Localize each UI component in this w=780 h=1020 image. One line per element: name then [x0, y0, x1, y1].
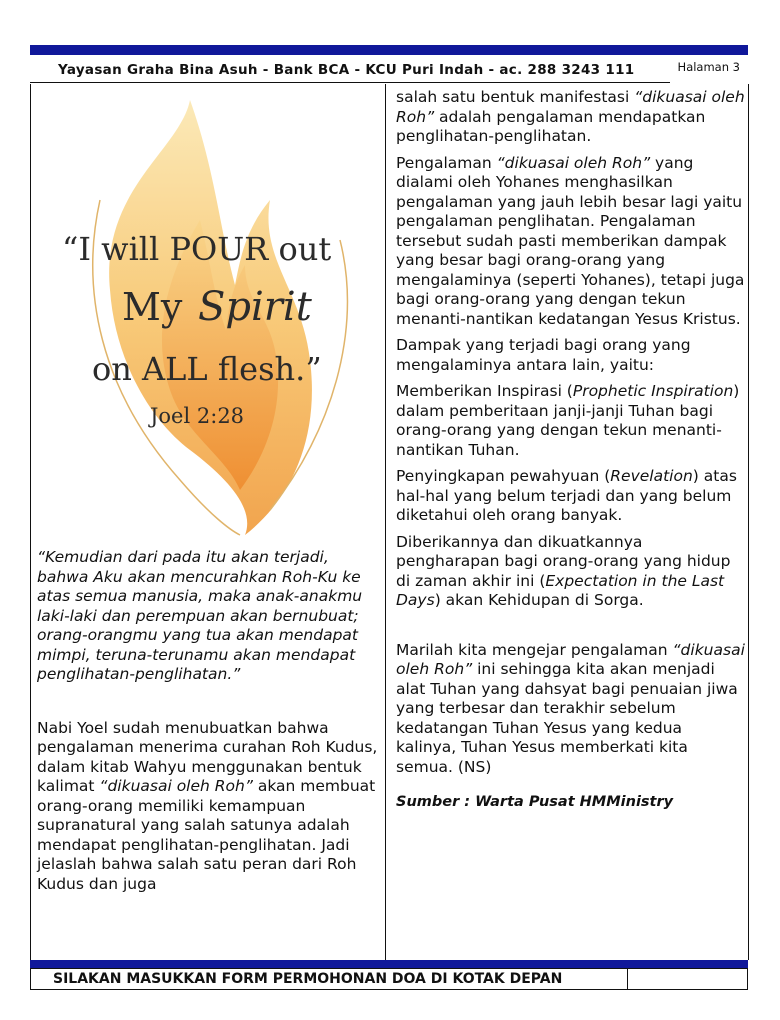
flame-icon: [40, 90, 380, 540]
page-number: Halaman 3: [677, 60, 740, 74]
verse-line-1: “I will POUR out: [62, 230, 332, 268]
verse-line-3: on ALL flesh.”: [92, 350, 322, 388]
footer-divider: [627, 969, 628, 989]
right-paragraph-4: Memberikan Inspirasi (Prophetic Inspiration) dalam pemberitaan janji-janji Tuhan bagi orang-orang yang dengan tekun menanti-nantikan Tuhan.: [396, 382, 740, 459]
verse-line-2a: My: [122, 285, 183, 329]
right-column: [396, 88, 746, 820]
flame-verse-image: [40, 90, 380, 540]
verse-line-2b: Spirit: [198, 284, 312, 330]
header-rule: [30, 82, 670, 83]
verse-reference: Joel 2:28: [150, 404, 245, 428]
frame-left-border: [30, 84, 31, 960]
page-footer: [30, 968, 748, 990]
organization-line: Yayasan Graha Bina Asuh - Bank BCA - KCU Puri Indah - ac. 288 3243 111: [58, 62, 635, 78]
right-paragraph-7: Marilah kita mengejar pengalaman “dikuasai oleh Roh” ini sehingga kita akan menjadi alat Tuhan yang dahsyat bagi penuaian jiwa yang terbesar dan terakhir sebelum kedatangan Tuhan Yesus yang kedua kalinya, Tuhan Yesus memberkati kita semua. (NS): [396, 640, 745, 776]
right-paragraph-5: Penyingkapan pewahyuan (Revelation) atas hal-hal yang belum terjadi dan yang belum diketahui oleh orang banyak.: [396, 467, 737, 524]
page-header: [30, 58, 748, 84]
left-column: [37, 548, 379, 901]
bottom-bar: [30, 960, 748, 968]
source-credit: Sumber : Warta Pusat HMMinistry: [396, 794, 674, 810]
right-paragraph-2: Pengalaman “dikuasai oleh Roh” yang dialami oleh Yohanes menghasilkan pengalaman yang jauh lebih besar lagi yaitu pengalaman penglihatan. Pengalaman tersebut sudah pasti memberikan dampak yang besar bagi orang-orang yang mengalaminya (seperti Yohanes), tetapi juga bagi orang-orang yang dengan tekun menanti-nantikan kedatangan Yesus Kristus.: [396, 153, 745, 328]
top-bar: [30, 45, 748, 55]
right-paragraph-1: salah satu bentuk manifestasi “dikuasai oleh Roh” adalah pengalaman mendapatkan penglihatan-penglihatan.: [396, 88, 745, 145]
left-paragraph-1: Nabi Yoel sudah menubuatkan bahwa pengalaman menerima curahan Roh Kudus, dalam kitab Wahyu menggunakan bentuk kalimat “dikuasai oleh Roh” akan membuat orang-orang memiliki kemampuan supranatural yang salah satunya adalah mendapat penglihatan-penglihatan. Jadi jelaslah bahwa salah satu peran dari Roh Kudus dan juga: [37, 718, 378, 893]
right-paragraph-6: Diberikannya dan dikuatkannya pengharapan bagi orang-orang yang hidup di zaman akhir ini (Expectation in the Last Days) akan Kehidupan di Sorga.: [396, 532, 731, 609]
footer-message: SILAKAN MASUKKAN FORM PERMOHONAN DOA DI KOTAK DEPAN: [53, 971, 563, 987]
column-divider: [385, 84, 386, 960]
right-paragraph-3: Dampak yang terjadi bagi orang yang mengalaminya antara lain, yaitu:: [396, 336, 691, 374]
scripture-quote: “Kemudian dari pada itu akan terjadi, bahwa Aku akan mencurahkan Roh-Ku ke atas semua manusia, maka anak-anakmu laki-laki dan perempuan akan bernubuat; orang-orangmu yang tua akan mendapat mimpi, teruna-terunamu akan mendapat penglihatan-penglihatan.”: [37, 548, 363, 683]
frame-right-border: [748, 84, 749, 960]
